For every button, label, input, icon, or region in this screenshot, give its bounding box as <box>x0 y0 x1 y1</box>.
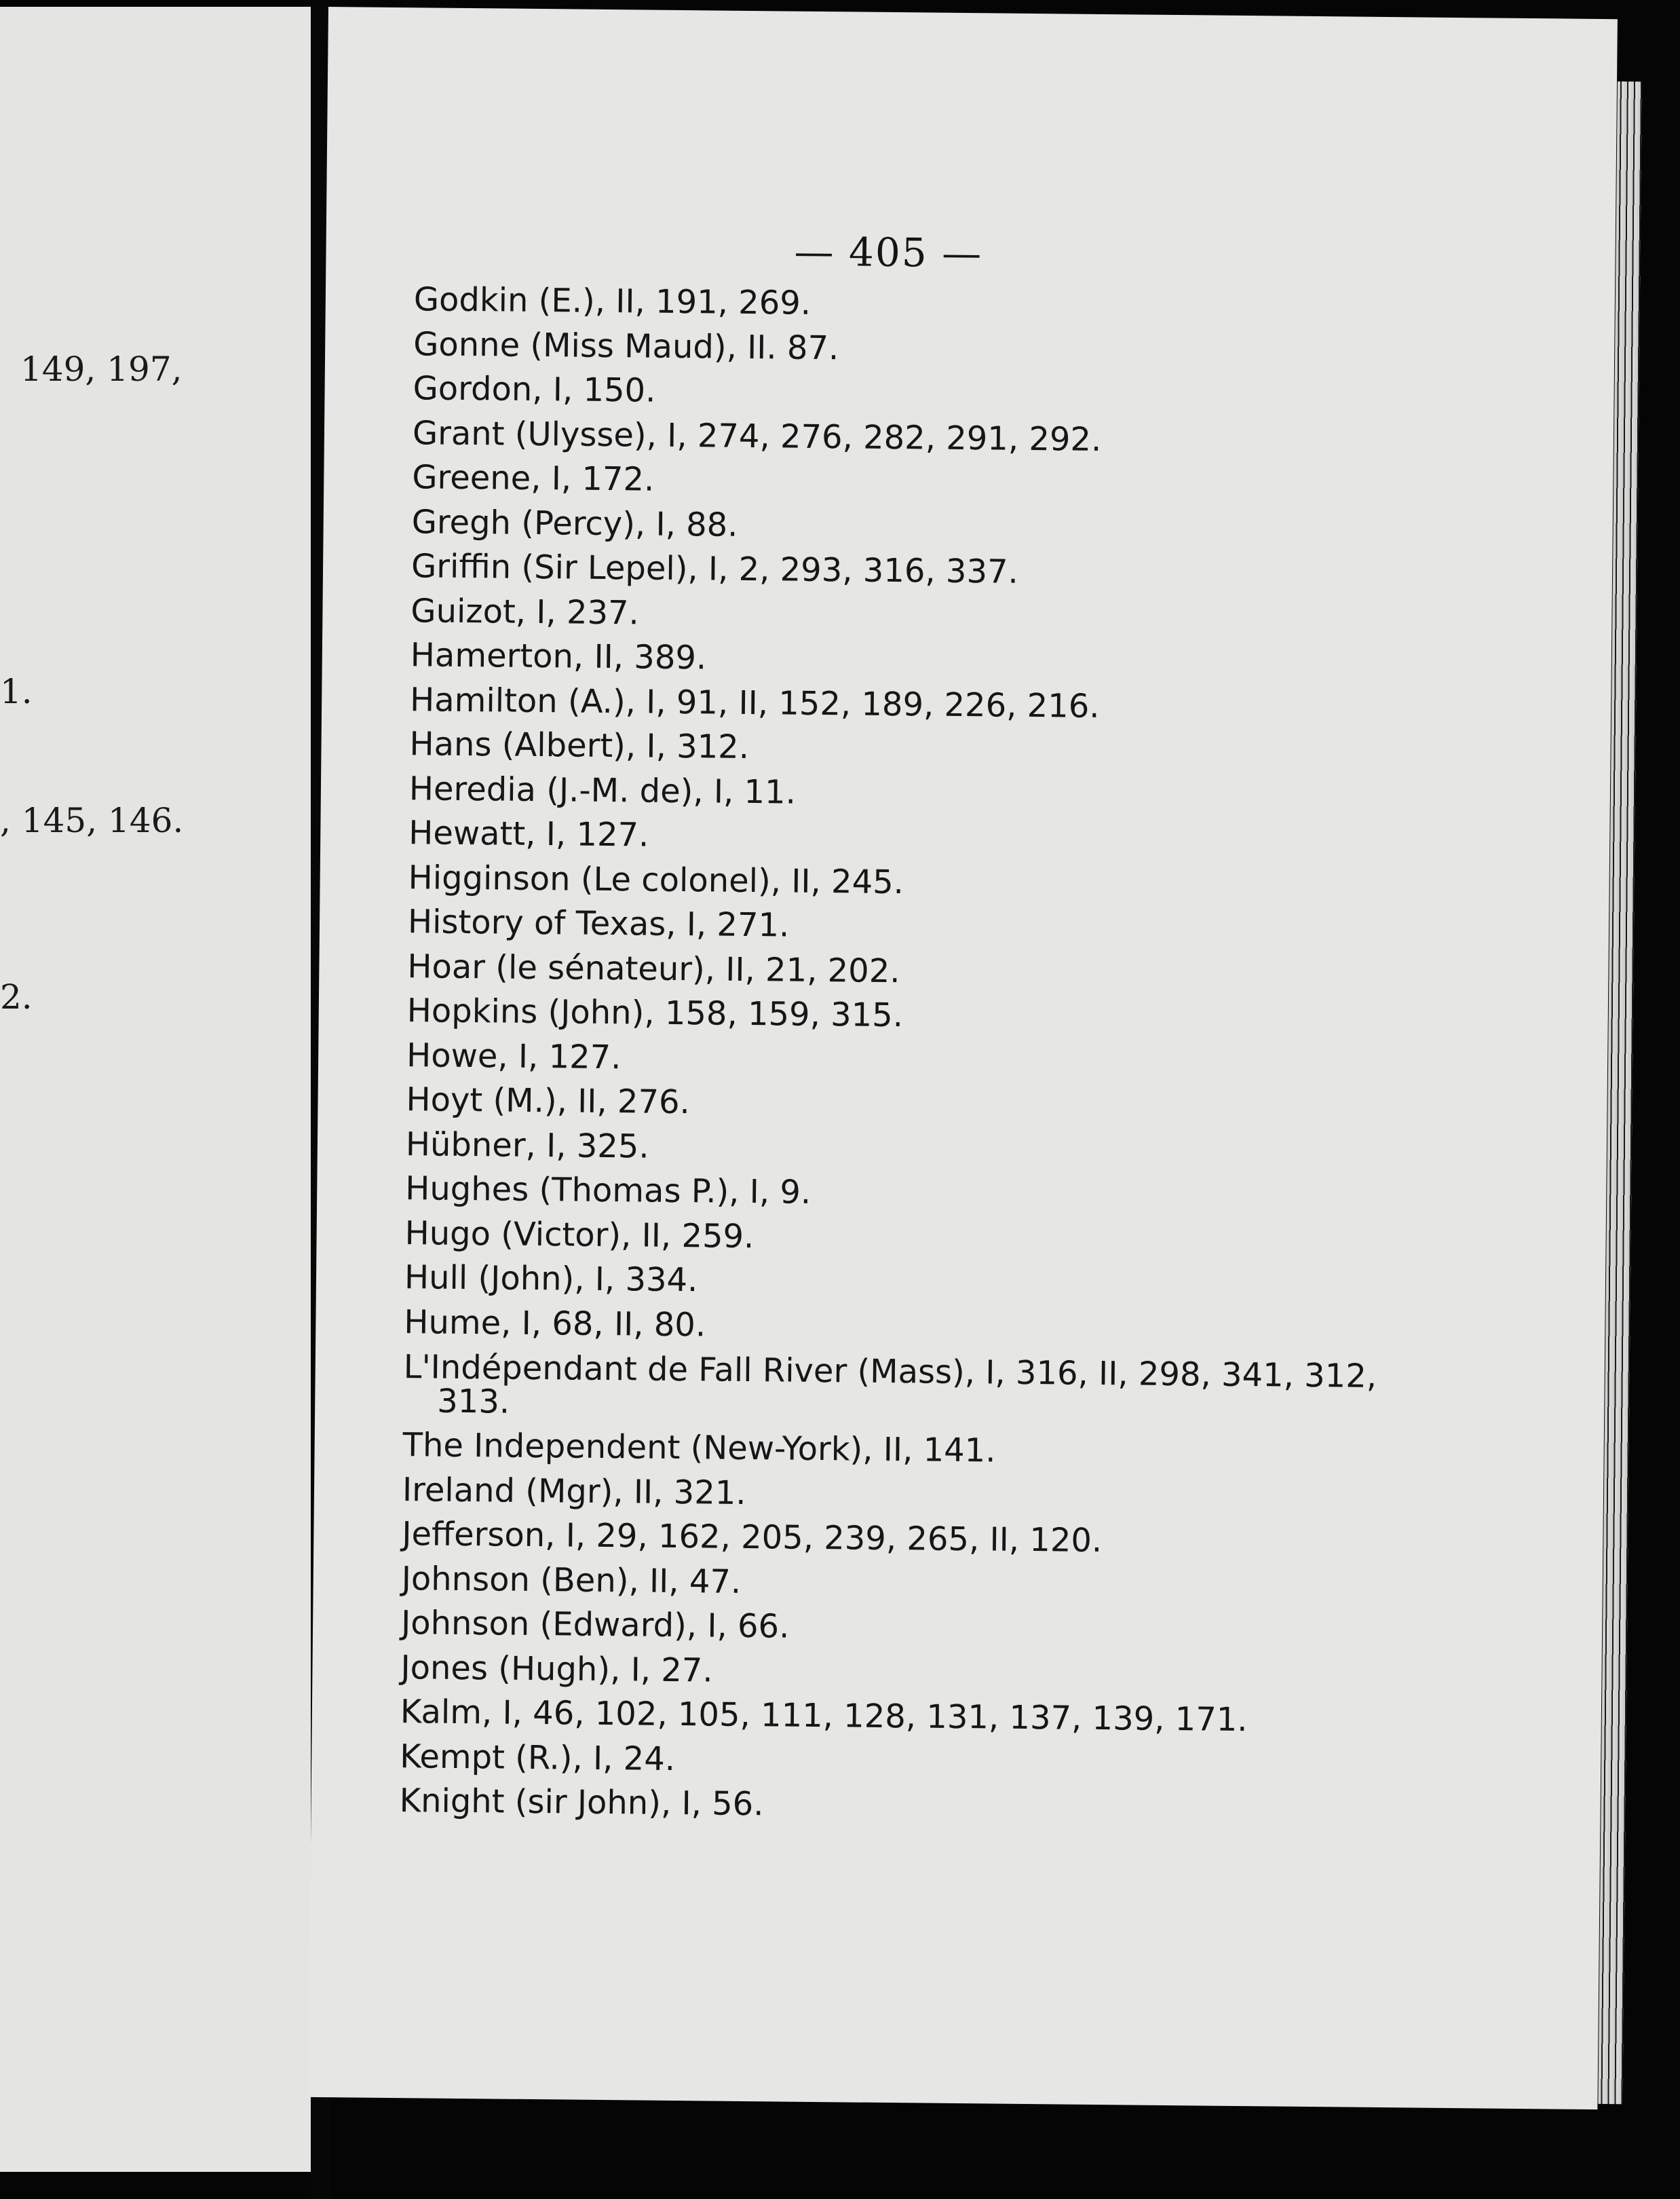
facing-page-fragment: 149, 197, <box>20 350 183 389</box>
facing-page <box>0 7 319 2172</box>
index-entries <box>399 278 1567 1835</box>
index-entry: Hughes (Thomas P.), I, 9. <box>405 1169 812 1211</box>
index-entry: Hans (Albert), I, 312. <box>409 725 750 767</box>
facing-page-fragment: , 145, 146. <box>0 801 184 840</box>
index-entry: Hume, I, 68, II, 80. <box>404 1302 706 1344</box>
index-entry: Hopkins (John), 158, 159, 315. <box>406 992 904 1035</box>
facing-page-fragment: 2. <box>0 977 33 1017</box>
index-entry: Kalm, I, 46, 102, 105, 111, 128, 131, 137, 139, 171. <box>400 1693 1248 1740</box>
index-entry: Ireland (Mgr), II, 321. <box>402 1470 746 1512</box>
index-entry: Kempt (R.), I, 24. <box>399 1737 676 1778</box>
index-entry: Howe, I, 127. <box>406 1036 622 1076</box>
index-entry: Hull (John), I, 334. <box>404 1258 698 1300</box>
index-entry: Johnson (Edward), I, 66. <box>400 1604 790 1646</box>
index-entry: Higginson (Le colonel), II, 245. <box>408 858 904 901</box>
index-entry: Hugo (Victor), II, 259. <box>404 1214 755 1256</box>
index-entry: Jefferson, I, 29, 162, 205, 239, 265, II, 120. <box>402 1515 1103 1560</box>
index-entry: Hoar (le sénateur), II, 21, 202. <box>407 947 900 990</box>
index-entry: Gordon, I, 150. <box>413 369 656 410</box>
index-entry: Griffin (Sir Lepel), I, 2, 293, 316, 337. <box>411 547 1019 591</box>
index-entry: Grant (Ulysse), I, 274, 276, 282, 291, 292. <box>412 413 1102 459</box>
index-entry: Gonne (Miss Maud), II. 87. <box>413 324 839 367</box>
index-entry: History of Texas, I, 271. <box>407 903 790 945</box>
index-page <box>308 7 1617 2109</box>
index-entry: Hübner, I, 325. <box>405 1125 649 1166</box>
index-entry: Greene, I, 172. <box>412 458 655 499</box>
index-entry: Johnson (Ben), II, 47. <box>401 1559 742 1601</box>
index-entry: Godkin (E.), II, 191, 269. <box>413 280 812 322</box>
index-entry: Heredia (J.-M. de), I, 11. <box>408 769 797 812</box>
index-entry: Knight (sir John), I, 56. <box>399 1782 764 1824</box>
index-entry: Guizot, I, 237. <box>411 591 640 632</box>
page-number: — 405 — <box>794 228 983 277</box>
facing-page-fragment: 1. <box>0 672 33 711</box>
index-entry: Hamilton (A.), I, 91, II, 152, 189, 226, 216. <box>409 680 1100 726</box>
index-entry: Hewatt, I, 127. <box>408 814 649 854</box>
index-entry: L'Indépendant de Fall River (Mass), I, 316, II, 298, 341, 312, 313. <box>403 1348 1377 1421</box>
index-entry: Gregh (Percy), I, 88. <box>411 502 738 544</box>
index-entry: Hamerton, II, 389. <box>410 636 707 677</box>
index-entry: Hoyt (M.), II, 276. <box>406 1080 691 1122</box>
index-entry: Jones (Hugh), I, 27. <box>400 1648 713 1690</box>
index-entry: The Independent (New-York), II, 141. <box>402 1426 996 1470</box>
